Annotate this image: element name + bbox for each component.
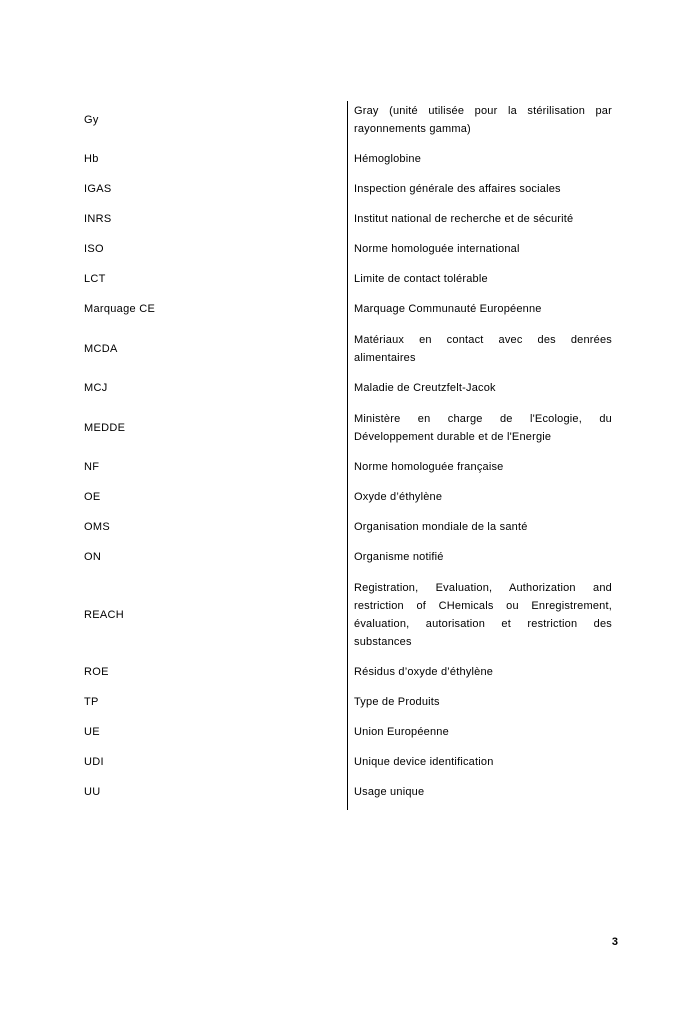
abbreviation: IGAS	[84, 183, 112, 195]
definition: Norme homologuée international	[354, 243, 520, 255]
glossary-row-nf	[84, 458, 614, 476]
abbreviation: ON	[84, 551, 102, 563]
glossary-row-ue	[84, 723, 614, 741]
definition: Ministère en charge de l'Ecologie, du Développement durable et de l'Energie	[354, 413, 612, 443]
definition: Inspection générale des affaires sociales	[354, 183, 561, 195]
abbreviation: OE	[84, 491, 101, 503]
abbreviation: MCJ	[84, 382, 108, 394]
glossary-row-udi	[84, 753, 614, 771]
abbreviation: ISO	[84, 243, 104, 255]
definition: Résidus d’oxyde d’éthylène	[354, 666, 494, 678]
definition: Norme homologuée française	[354, 461, 504, 473]
abbreviation: UDI	[84, 756, 104, 768]
glossary-row-hb	[84, 150, 614, 168]
abbreviation-glossary	[84, 101, 614, 801]
abbreviation: Marquage CE	[84, 303, 156, 315]
glossary-row-igas	[84, 180, 614, 198]
abbreviation: Gy	[84, 114, 99, 126]
glossary-row-oms	[84, 518, 614, 536]
abbreviation: UE	[84, 726, 100, 738]
abbreviation: ROE	[84, 666, 109, 678]
definition: Oxyde d’éthylène	[354, 491, 443, 503]
definition: Matériaux en contact avec des denrées alimentaires	[354, 334, 612, 364]
abbreviation: MEDDE	[84, 422, 126, 434]
glossary-row-marquage-ce	[84, 300, 614, 318]
abbreviation: MCDA	[84, 343, 118, 355]
abbreviation: INRS	[84, 213, 112, 225]
definition: Institut national de recherche et de sécurité	[354, 213, 574, 225]
definition: Limite de contact tolérable	[354, 273, 488, 285]
definition: Type de Produits	[354, 696, 440, 708]
glossary-row-medde	[84, 409, 614, 447]
glossary-row-mcda	[84, 330, 614, 368]
abbreviation: NF	[84, 461, 100, 473]
definition: Marquage Communauté Européenne	[354, 303, 542, 315]
definition: Organisme notifié	[354, 551, 444, 563]
definition: Registration, Evaluation, Authorization and restriction of CHemicals ou Enregistrement, évaluation, autorisation et restriction des substances	[354, 582, 612, 648]
abbreviation: REACH	[84, 609, 125, 621]
glossary-row-mcj	[84, 379, 614, 397]
glossary-row-inrs	[84, 210, 614, 228]
glossary-row-tp	[84, 693, 614, 711]
definition: Usage unique	[354, 786, 425, 798]
definition: Maladie de Creutzfelt-Jacok	[354, 382, 496, 394]
abbreviation: OMS	[84, 521, 110, 533]
abbreviation: LCT	[84, 273, 106, 285]
abbreviation: UU	[84, 786, 101, 798]
definition: Unique device identification	[354, 756, 494, 768]
page-number: 3	[611, 936, 618, 948]
glossary-row-gy	[84, 101, 614, 139]
definition: Organisation mondiale de la santé	[354, 521, 528, 533]
definition: Union Européenne	[354, 726, 449, 738]
glossary-row-uu	[84, 783, 614, 801]
glossary-row-lct	[84, 270, 614, 288]
glossary-row-reach	[84, 578, 614, 652]
abbreviation: TP	[84, 696, 99, 708]
glossary-row-roe	[84, 663, 614, 681]
definition: Gray (unité utilisée pour la stérilisation par rayonnements gamma)	[354, 105, 612, 135]
glossary-row-oe	[84, 488, 614, 506]
definition: Hémoglobine	[354, 153, 422, 165]
abbreviation: Hb	[84, 153, 99, 165]
glossary-row-on	[84, 548, 614, 566]
glossary-row-iso	[84, 240, 614, 258]
